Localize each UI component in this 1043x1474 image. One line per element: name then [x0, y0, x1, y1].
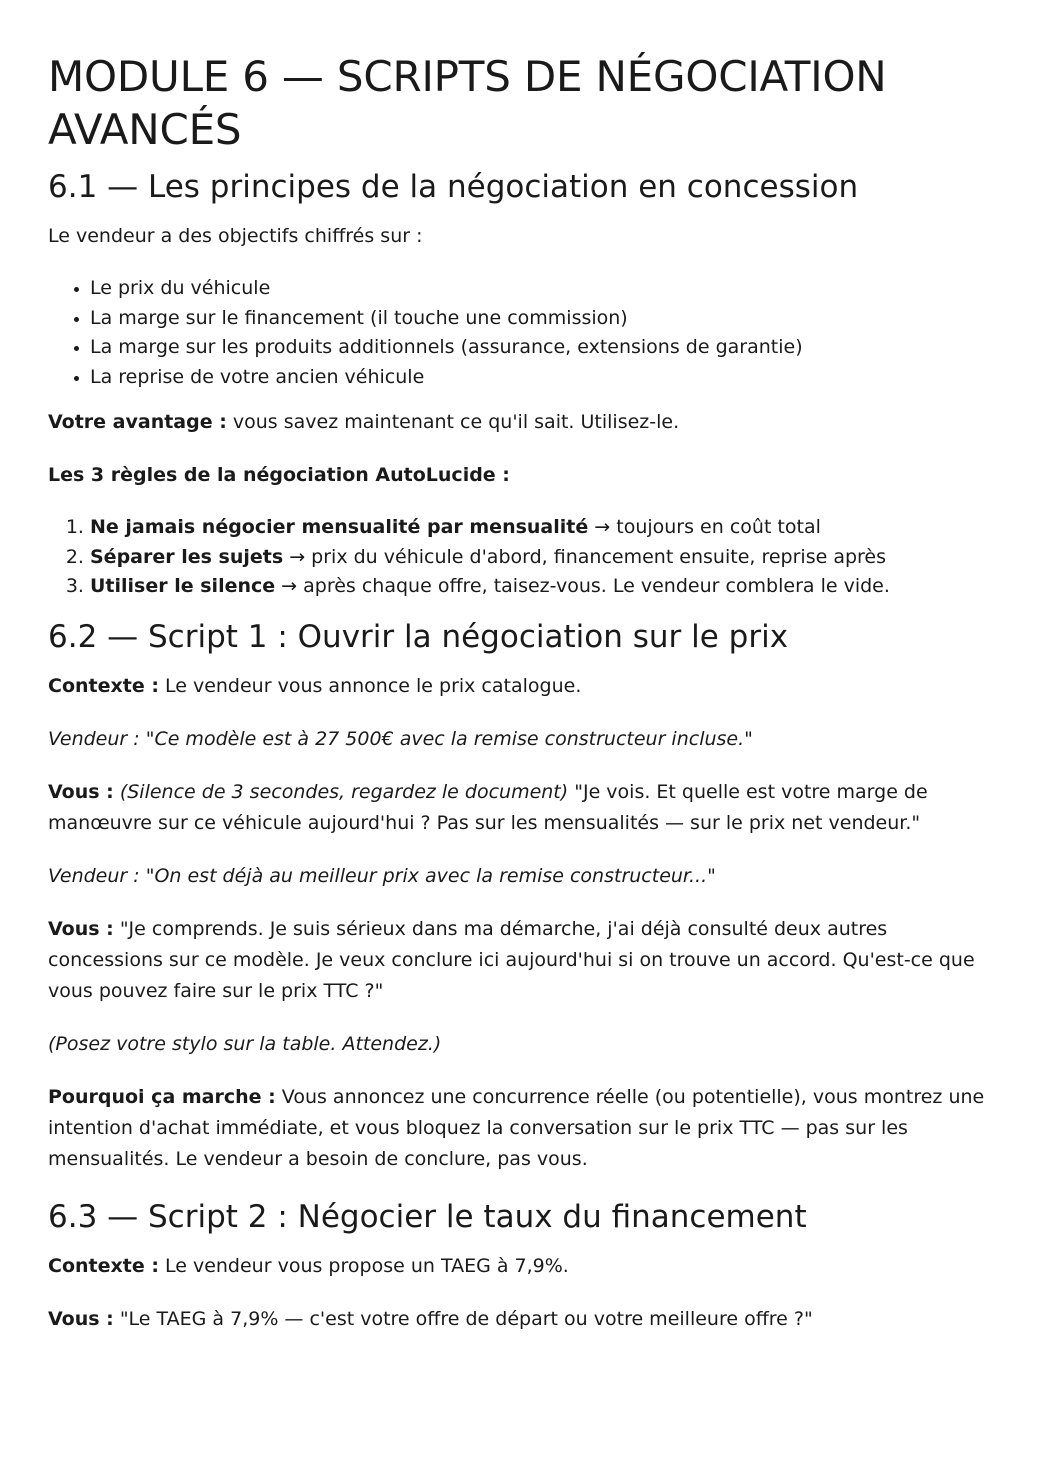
page-title: MODULE 6 — SCRIPTS DE NÉGOCIATION AVANCÉS — [48, 52, 887, 154]
advantage-text: vous savez maintenant ce qu'il sait. Utilisez-le. — [226, 411, 680, 433]
seller-line: Vendeur : "Ce modèle est à 27 500€ avec la remise constructeur incluse." — [48, 727, 753, 750]
list-item: • La marge sur les produits additionnels (assurance, extensions de garantie) — [90, 333, 995, 363]
rule-item: 3. Utiliser le silence → après chaque offre, taisez-vous. Le vendeur comblera le vide. — [90, 572, 995, 602]
you-line: Vous : "Le TAEG à 7,9% — c'est votre offre de départ ou votre meilleure offre ?" — [48, 1307, 813, 1330]
advantage-label: Votre avantage : — [48, 411, 227, 433]
why-paragraph: Pourquoi ça marche : Vous annoncez une concurrence réelle (ou potentielle), vous montrez une intention d'achat immédiate, et vous bloquez la conversation sur le prix TTC — pas sur les mensualités. Le vendeur a besoin de conclure, pas vous. — [48, 1085, 985, 1170]
you-line: Vous : "Je comprends. Je suis sérieux dans ma démarche, j'ai déjà consulté deux autres concessions sur ce modèle. Je veux conclure ici aujourd'hui si on trouve un accord. Qu'est-ce que vous pouvez faire sur le prix TTC ?" — [48, 917, 975, 1002]
intro-paragraph: Le vendeur a des objectifs chiffrés sur : — [48, 225, 423, 247]
you-line: Vous : (Silence de 3 secondes, regardez le document) "Je vois. Et quelle est votre marge de manœuvre sur ce véhicule aujourd'hui ? Pas sur les mensualités — sur le prix net vendeur." — [48, 780, 928, 834]
context-paragraph: Contexte : Le vendeur vous annonce le prix catalogue. — [48, 674, 582, 697]
advantage-paragraph — [48, 407, 995, 438]
list-item: • La reprise de votre ancien véhicule — [90, 363, 995, 393]
stage-direction: (Posez votre stylo sur la table. Attendez.) — [48, 1032, 442, 1055]
list-item: • La marge sur le financement (il touche une commission) — [90, 304, 995, 334]
objectives-list — [48, 274, 995, 392]
section-heading-6-3: 6.3 — Script 2 : Négocier le taux du financement — [48, 1198, 807, 1235]
section-heading-6-1: 6.1 — Les principes de la négociation en concession — [48, 169, 859, 205]
rules-list — [48, 513, 995, 602]
list-item: • Le prix du véhicule — [90, 274, 995, 304]
seller-line: Vendeur : "On est déjà au meilleur prix avec la remise constructeur..." — [48, 864, 716, 887]
rule-item: 1. Ne jamais négocier mensualité par mensualité → toujours en coût total — [90, 513, 995, 543]
context-paragraph: Contexte : Le vendeur vous propose un TAEG à 7,9%. — [48, 1254, 569, 1277]
rule-item: 2. Séparer les sujets → prix du véhicule d'abord, financement ensuite, reprise après — [90, 543, 995, 573]
rules-heading: Les 3 règles de la négociation AutoLucide : — [48, 464, 510, 486]
section-heading-6-2: 6.2 — Script 1 : Ouvrir la négociation sur le prix — [48, 618, 789, 655]
